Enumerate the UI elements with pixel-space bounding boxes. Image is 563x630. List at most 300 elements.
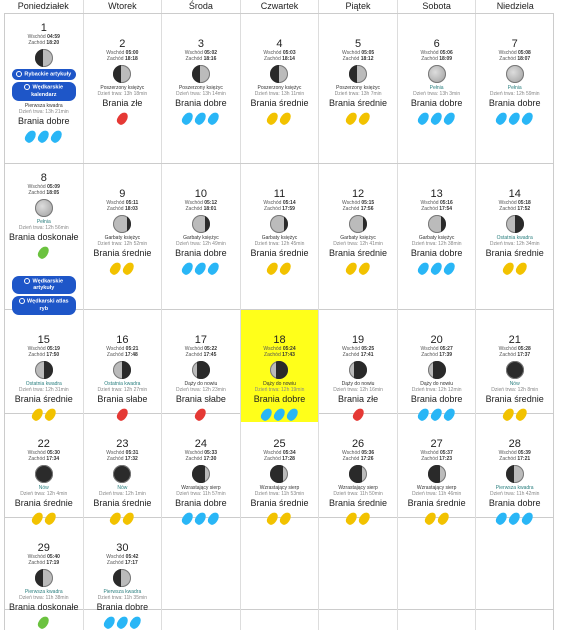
moon-phase-icon [35,465,53,483]
day-cell-20[interactable] [397,310,476,422]
day-number: 1 [40,22,47,34]
day-cell-6[interactable] [397,14,476,163]
moon-phase-label: Nów [38,485,49,491]
arrow-circle-icon [24,84,30,90]
moon-phase-icon [506,361,524,379]
empty-day-cell [240,518,319,630]
sunrise: Wschód 05:30 [27,450,60,456]
day-length: Dzień trwa: 11h 35min [97,595,148,601]
bite-quality: Brania dobre [410,248,463,258]
day-length: Dzień trwa: 12h 27min [97,387,148,393]
day-cell-17[interactable] [161,310,240,422]
fish-rating [5,616,83,630]
moon-phase-label: Dąży do nowiu [263,381,296,387]
sunrise: Wschód 05:14 [263,200,296,206]
fish-icon [357,261,372,277]
sunrise: Wschód 05:31 [106,450,139,456]
empty-day-cell [475,518,554,630]
day-length: Dzień trwa: 13h 14min [176,91,226,97]
day-cell-21[interactable] [475,310,554,422]
fish-atlas-button[interactable]: Wędkarski atlas ryb [12,296,76,314]
weekday-fri: Piątek [318,0,397,13]
sunrise: Wschód 04:59 [27,34,60,40]
calendar-weeks [4,14,554,610]
sunset: Zachód 18:09 [421,56,453,62]
day-cell-27[interactable] [397,414,476,526]
day-cell-15[interactable] [4,310,83,422]
day-cell-28[interactable] [475,414,554,526]
sunrise: Wschód 05:28 [498,346,531,352]
day-length: Dzień trwa: 13h 21min [18,108,69,115]
moon-phase-label: Pełnia [507,85,522,91]
day-number: 13 [430,188,443,200]
sunset: Zachód 17:23 [421,456,453,462]
moon-phase-label: Poszerzony księżyc [336,85,381,91]
day-cell-3[interactable] [161,14,240,163]
day-length: Dzień trwa: 12h 59min [489,91,540,97]
sunset: Zachód 18:14 [264,56,295,62]
day-number: 16 [116,334,129,346]
moon-phase-icon [192,465,210,483]
calendar-week-row [4,414,554,518]
fish-rating [162,262,240,276]
sunrise: Wschód 05:06 [420,50,453,56]
sunset: Zachód 17:48 [106,352,138,358]
day-length: Dzień trwa: 12h 52min [97,241,148,247]
fish-rating [84,616,162,630]
weekday-mon: Poniedziałek [17,1,69,11]
bite-quality: Brania słabe [97,394,148,404]
moon-phase-label: Wzrastający sierp [259,485,300,491]
day-number: 28 [508,438,521,450]
moon-phase-icon [113,361,131,379]
sunset: Zachód 18:03 [106,206,138,212]
bite-quality: Brania doskonałe [9,602,79,612]
fish-icon [429,261,444,277]
day-number: 4 [276,38,283,50]
day-cell-24[interactable] [161,414,240,526]
sunset: Zachód 17:28 [264,456,295,462]
sunrise: Wschód 05:25 [341,346,375,352]
day-length: Dzień trwa: 11h 50min [333,491,383,497]
sunrise: Wschód 05:00 [106,50,139,56]
sunrise: Wschód 05:19 [27,346,60,352]
bite-quality: Brania średnie [485,394,544,404]
moon-phase-label: Dąży do nowiu [184,381,218,387]
day-number: 19 [351,334,365,346]
sunset: Zachód 17:32 [106,456,138,462]
fish-rating [398,262,476,276]
fish-icon [128,615,143,630]
moon-phase-icon [192,215,210,233]
day-cell-10[interactable] [161,164,240,317]
sunset: Zachód 17:30 [185,456,217,462]
fish-icon [207,261,222,277]
bite-quality: Brania średnie [250,498,309,508]
moon-phase-icon [270,65,288,83]
moon-phase-label: Garbaty księżyc [340,235,376,241]
bite-quality: Brania dobre [175,98,227,108]
fish-icon [36,245,51,261]
day-cell-16[interactable] [83,310,162,422]
sunset: Zachód 17:17 [106,560,138,566]
empty-day-cell [161,518,240,630]
fish-rating [162,112,240,126]
fish-icon [520,111,535,127]
sunrise: Wschód 05:09 [27,184,60,190]
day-length: Dzień trwa: 13h 7min [334,91,382,97]
moon-phase-icon [192,65,210,83]
bite-quality: Brania średnie [485,248,544,258]
day-length: Dzień trwa: 12h 34min [489,241,540,247]
calendar-week-row [4,518,554,610]
day-cell-4[interactable] [240,14,319,163]
fishing-calendar-button[interactable]: Wędkarskie kalendarz [12,82,76,100]
sunset: Zachód 18:20 [28,40,60,46]
sunset: Zachód 18:18 [106,56,138,62]
bite-quality: Brania dobre [488,98,541,108]
moon-phase-icon [113,65,131,83]
day-number: 27 [430,438,443,450]
day-length: Dzień trwa: 12h 23min [176,387,226,393]
bite-quality: Brania średnie [329,498,388,508]
day-cell-1[interactable] [4,14,83,163]
moon-phase-label: Dąży do nowiu [420,381,454,387]
calendar-week-row [4,310,554,414]
fish-rating [319,112,397,126]
fish-icon [36,129,51,145]
bite-quality: Brania dobre [96,602,149,612]
sunset: Zachód 17:34 [28,456,60,462]
day-number: 18 [273,334,286,346]
fish-icon [49,129,64,145]
moon-phase-icon [428,361,446,379]
day-number: 22 [37,438,50,450]
sunrise: Wschód 05:37 [420,450,453,456]
sunrise: Wschód 05:21 [106,346,139,352]
day-number: 26 [351,438,365,450]
bite-quality: Brania średnie [250,248,309,258]
day-length: Dzień trwa: 12h 4min [20,491,68,497]
sunrise: Wschód 05:18 [498,200,531,206]
moon-phase-icon [270,465,288,483]
moon-phase-icon [506,65,524,83]
moon-phase-label: Poszerzony księżyc [100,85,145,91]
calendar-week-row [4,14,554,164]
fish-icon [442,261,457,277]
sunset: Zachód 18:07 [499,56,531,62]
sunset: Zachód 17:26 [342,456,374,462]
bite-quality: Brania średnie [407,498,466,508]
bite-quality: Brania dobre [175,498,227,508]
day-cell-22[interactable] [4,414,83,526]
moon-phase-icon [506,465,524,483]
bite-quality: Brania średnie [14,498,73,508]
fishing-articles-button[interactable]: Rybackie artykuły [12,69,76,80]
day-cell-29[interactable] [4,518,83,630]
day-length: Dzień trwa: 12h 45min [254,241,305,247]
fish-icon [416,111,431,127]
fish-icon [194,111,209,127]
fish-icon [416,261,431,277]
bite-quality: Brania dobre [253,394,306,404]
arrow-circle-icon [24,278,30,284]
day-number: 21 [508,334,521,346]
day-number: 9 [119,188,126,200]
moon-phase-icon [113,215,131,233]
fish-icon [181,261,196,277]
day-length: Dzień trwa: 12h 38min [411,241,462,247]
bite-quality: Brania dobre [18,115,70,126]
day-cell-12[interactable] [318,164,397,317]
day-number: 3 [197,38,204,50]
fish-rating [476,112,553,126]
moon-phase-icon [35,49,53,67]
sunrise: Wschód 05:36 [341,450,375,456]
sunset: Zachód 17:54 [421,206,453,212]
arrow-circle-icon [16,71,22,77]
day-cell-23[interactable] [83,414,162,526]
moon-phase-label: Poszerzony księżyc [257,85,302,91]
fishing-articles-button-2[interactable]: Wędkarskie artykuły [12,276,76,294]
moon-phase-icon [192,361,210,379]
sunrise: Wschód 05:03 [263,50,296,56]
fish-icon [514,261,529,277]
bite-quality: Brania dobre [488,498,541,508]
sunset: Zachód 17:41 [342,352,374,358]
day-cell-7[interactable] [475,14,554,163]
moon-phase-label: Wzrastający sierp [338,485,378,491]
fish-rating [5,246,83,260]
moon-phase-label: Ostatnia kwadra [104,381,141,387]
day-number: 7 [511,38,518,50]
sunrise: Wschód 05:24 [263,346,296,352]
sunrise: Wschód 05:15 [341,200,375,206]
day-number: 24 [194,438,208,450]
bite-quality: Brania średnie [250,98,309,108]
fish-icon [507,111,522,127]
day-number: 30 [116,542,129,554]
day-length: Dzień trwa: 12h 1min [98,491,146,497]
weekday-tue: Wtorek [83,0,162,13]
fish-icon [279,261,294,277]
day-length: Dzień trwa: 12h 49min [176,241,226,247]
moon-phase-label: Pierwsza kwadra [103,589,142,595]
day-number: 25 [273,438,286,450]
day-length: Dzień trwa: 12h 16min [333,387,383,393]
fish-rating [84,112,162,126]
moon-phase-label: Poszerzony księżyc [178,85,223,91]
bite-quality: Brania doskonałe [9,232,79,242]
bite-quality: Brania dobre [410,98,463,108]
day-number: 12 [351,188,365,200]
day-length: Dzień trwa: 12h 41min [333,241,383,247]
moon-phase-icon [35,199,53,217]
fish-icon [442,111,457,127]
moon-phase-icon [270,215,288,233]
fish-icon [357,111,372,127]
day-cell-18[interactable] [240,310,319,422]
sunset: Zachód 17:21 [499,456,531,462]
moon-phase-label: Pierwsza kwadra [495,485,534,491]
moon-phase-icon [35,569,53,587]
day-cell-9[interactable] [83,164,162,317]
fishing-calendar [4,0,554,610]
fish-rating [5,130,83,144]
day-cell-30[interactable] [83,518,162,630]
day-length: Dzień trwa: 13h 18min [97,91,148,97]
moon-phase-label: Garbaty księżyc [418,235,455,241]
day-number: 29 [37,542,50,554]
day-cell-13[interactable] [397,164,476,317]
day-number: 11 [273,188,286,200]
fish-icon [115,111,130,127]
sunrise: Wschód 05:11 [106,200,139,206]
day-length: Dzień trwa: 12h 8min [491,387,539,393]
weekday-thu: Czwartek [240,0,319,13]
day-number: 15 [37,334,50,346]
day-cell-19[interactable] [318,310,397,422]
sunset: Zachód 17:50 [28,352,60,358]
moon-phase-label: Pierwsza kwadra [24,589,63,595]
fish-icon [501,261,516,277]
day-length: Dzień trwa: 13h 3min [413,91,461,97]
day-number: 17 [194,334,208,346]
day-cell-14[interactable] [475,164,554,317]
day-cell-25[interactable] [240,414,319,526]
fish-icon [266,261,281,277]
day-cell-5[interactable] [318,14,397,163]
day-number: 14 [508,188,521,200]
weekday-sat: Sobota [397,0,476,13]
sunset: Zachód 18:01 [185,206,217,212]
weekday-wed: Środa [161,0,240,13]
fish-icon [279,111,294,127]
sunset: Zachód 17:56 [342,206,374,212]
calendar-week-row [4,164,554,310]
fish-icon [23,129,38,145]
day-length: Dzień trwa: 11h 57min [176,491,226,497]
sunset: Zachód 17:45 [185,352,217,358]
moon-phase-label: Ostatnia kwadra [496,235,533,241]
day-length: Dzień trwa: 12h 12min [411,387,462,393]
empty-day-cell [397,518,476,630]
fish-rating [241,112,319,126]
sunrise: Wschód 05:42 [106,554,139,560]
moon-phase-label: Garbaty księżyc [104,235,141,241]
moon-phase-icon [35,361,53,379]
sunrise: Wschód 05:27 [420,346,453,352]
day-length: Dzień trwa: 11h 46min [411,491,462,497]
moon-phase-icon [349,361,367,379]
moon-phase-label: Pełnia [36,219,51,225]
moon-phase-icon [349,65,367,83]
day-length: Dzień trwa: 11h 53min [254,491,305,497]
sunset: Zachód 18:12 [342,56,374,62]
fish-icon [36,615,51,630]
day-cell-11[interactable] [240,164,319,317]
sunrise: Wschód 05:05 [341,50,375,56]
moon-phase-label: Wzrastający sierp [416,485,457,491]
fish-rating [398,112,476,126]
moon-phase-icon [428,465,446,483]
sunset: Zachód 17:39 [421,352,453,358]
empty-day-cell [318,518,397,630]
day-length: Dzień trwa: 11h 42min [490,491,540,497]
sunset: Zachód 17:19 [28,560,60,566]
sunset: Zachód 18:16 [185,56,217,62]
day-number: 5 [355,38,362,50]
sunrise: Wschód 05:40 [27,554,60,560]
day-cell-26[interactable] [318,414,397,526]
bite-quality: Brania średnie [93,248,152,258]
weekday-sun: Niedziela [475,0,554,13]
day-length: Dzień trwa: 13h 11min [254,91,305,97]
fish-rating [241,262,319,276]
bite-quality: Brania średnie [329,98,388,108]
moon-phase-label: Nów [509,381,520,387]
day-length: Dzień trwa: 12h 31min [18,387,69,393]
sunrise: Wschód 05:22 [184,346,218,352]
sunset: Zachód 17:59 [264,206,295,212]
weekday-header [4,0,554,14]
sunrise: Wschód 05:02 [184,50,218,56]
day-cell-8[interactable] [4,164,83,317]
fish-icon [429,111,444,127]
day-number: 20 [430,334,443,346]
day-cell-2[interactable] [83,14,162,163]
moon-phase-icon [270,361,288,379]
fish-icon [102,615,117,630]
bite-quality: Brania złe [102,98,143,108]
arrow-circle-icon [19,298,25,304]
moon-phase-label: Pierwsza kwadra [24,102,63,109]
fish-rating [319,262,397,276]
day-number: 23 [116,438,129,450]
sunset: Zachód 17:52 [499,206,531,212]
day-number: 6 [433,38,440,50]
fish-icon [207,111,222,127]
day-length: Dzień trwa: 12h 56min [18,225,69,231]
moon-phase-label: Pełnia [429,85,444,91]
fish-icon [344,261,359,277]
sunrise: Wschód 05:16 [420,200,453,206]
fish-icon [121,261,136,277]
moon-phase-icon [113,569,131,587]
sunrise: Wschód 05:34 [263,450,296,456]
sunset: Zachód 17:37 [499,352,531,358]
sunrise: Wschód 05:33 [184,450,218,456]
fish-icon [194,261,209,277]
fish-icon [266,111,281,127]
moon-phase-label: Garbaty księżyc [183,235,219,241]
day-number: 8 [40,172,47,184]
sunrise: Wschód 05:12 [184,200,218,206]
bite-quality: Brania średnie [93,498,152,508]
moon-phase-label: Garbaty księżyc [261,235,298,241]
fish-icon [344,111,359,127]
fish-icon [108,261,123,277]
moon-phase-icon [349,215,367,233]
sunrise: Wschód 05:08 [498,50,531,56]
moon-phase-icon [428,65,446,83]
moon-phase-label: Ostatnia kwadra [25,381,62,387]
moon-phase-label: Nów [117,485,128,491]
sunrise: Wschód 05:39 [498,450,531,456]
bite-quality: Brania słabe [175,394,226,404]
fish-icon [115,615,130,630]
moon-phase-icon [349,465,367,483]
